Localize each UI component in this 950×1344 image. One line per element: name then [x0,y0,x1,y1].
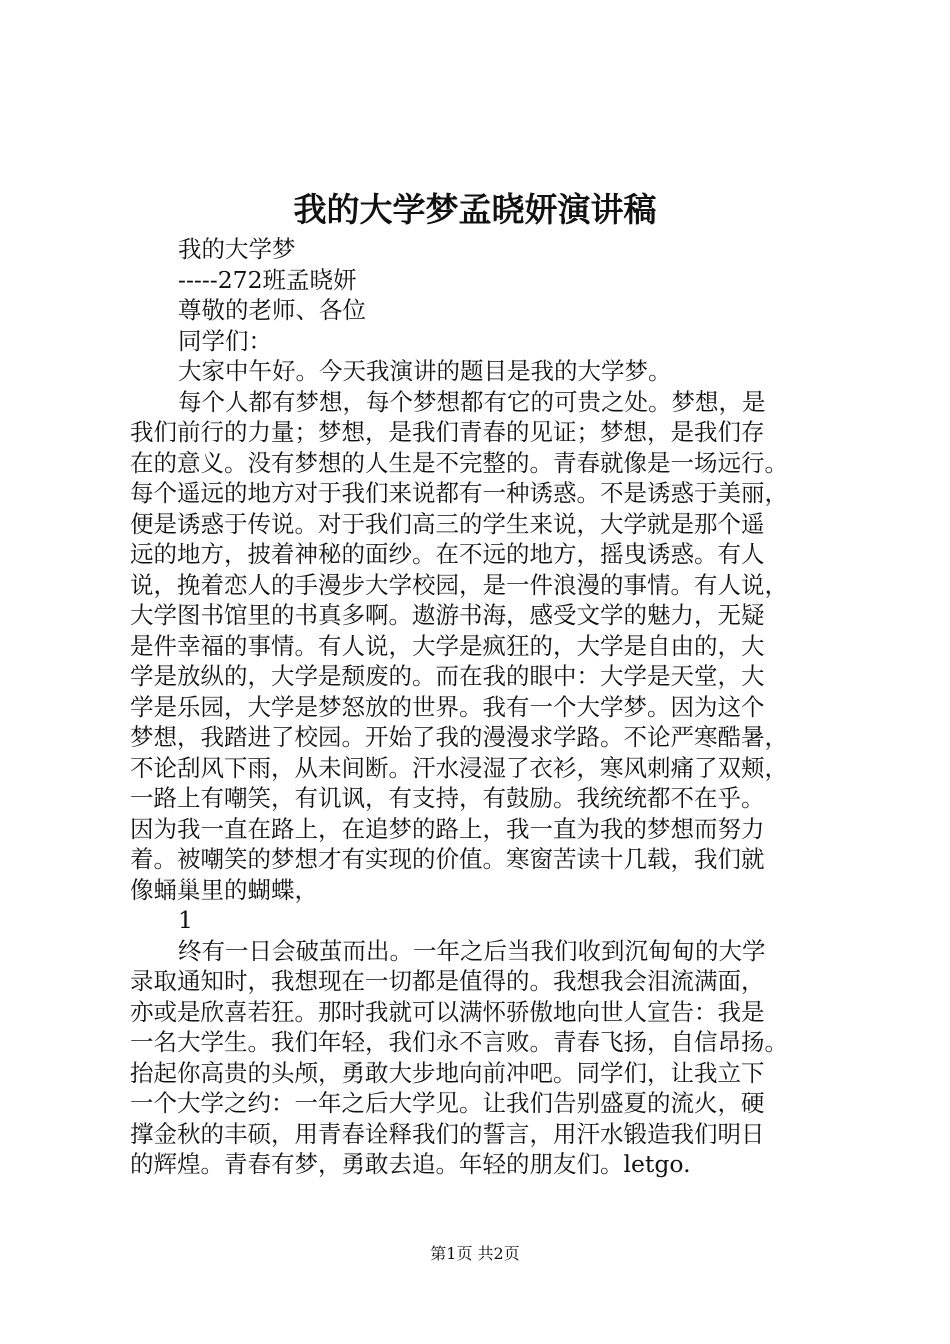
inline-page-number: 1 [178,906,193,934]
text-line: 录取通知时，我想现在一切都是值得的。我想我会泪流满面， [130,967,765,995]
text-line: 着。被嘲笑的梦想才有实现的价值。寒窗苦读十几载，我们就 [130,845,765,873]
text-line: 每个遥远的地方对于我们来说都有一种诱惑。不是诱惑于美丽， [130,479,788,507]
text-line: 每个人都有梦想，每个梦想都有它的可贵之处。梦想，是 [178,387,766,416]
text-line: 便是诱惑于传说。对于我们高三的学生来说，大学就是那个遥 [130,509,765,538]
text-line: 一路上有嘲笑，有讥讽，有支持，有鼓励。我统统都不在乎。 [130,784,765,812]
page-footer: 第1页 共2页 [430,1244,520,1263]
text-line: 的辉煌。青春有梦，勇敢去追。年轻的朋友们。letgo. [130,1150,691,1178]
document-body [130,234,870,1180]
text-line: 一名大学生。我们年轻，我们永不言败。青春飞扬，自信昂扬。 [130,1028,788,1056]
text-line: 梦想，我踏进了校园。开始了我的漫漫求学路。不论严寒酷暑， [130,723,788,751]
text-line: 亦或是欣喜若狂。那时我就可以满怀骄傲地向世人宣告：我是 [130,997,765,1026]
text-line: 学是放纵的，大学是颓废的。而在我的眼中：大学是天堂，大 [130,662,765,690]
text-line: 像蛹巢里的蝴蝶， [130,875,318,904]
text-line: 一个大学之约：一年之后大学见。让我们告别盛夏的流火，硬 [130,1089,765,1117]
text-line: 因为我一直在路上，在追梦的路上，我一直为我的梦想而努力 [130,814,765,843]
text-line: 远的地方，披着神秘的面纱。在不远的地方，摇曳诱惑。有人 [130,540,765,568]
text-line: 我的大学梦 [178,235,296,263]
text-line: 抬起你高贵的头颅，勇敢大步地向前冲吧。同学们，让我立下 [130,1058,765,1087]
text-line: -----272班孟晓妍 [178,265,357,294]
text-line: 说，挽着恋人的手漫步大学校园，是一件浪漫的事情。有人说， [130,570,788,599]
text-line: 我们前行的力量；梦想，是我们青春的见证；梦想，是我们存 [130,418,765,446]
text-line: 学是乐园，大学是梦怒放的世界。我有一个大学梦。因为这个 [130,692,765,721]
text-line: 在的意义。没有梦想的人生是不完整的。青春就像是一场远行。 [130,448,788,477]
text-line: 撑金秋的丰硕，用青春诠释我们的誓言，用汗水锻造我们明日 [130,1119,765,1148]
text-line: 同学们： [178,326,272,355]
text-line: 大家中午好。今天我演讲的题目是我的大学梦。 [178,357,672,385]
text-line: 是件幸福的事情。有人说，大学是疯狂的，大学是自由的，大 [130,631,765,660]
text-line: 大学图书馆里的书真多啊。遨游书海，感受文学的魅力，无疑 [130,601,765,629]
document-title: 我的大学梦孟晓妍演讲稿 [293,190,657,229]
text-line: 尊敬的老师、各位 [178,296,366,324]
text-line: 不论刮风下雨，从未间断。汗水浸湿了衣衫，寒风刺痛了双颊， [130,753,788,782]
text-line: 终有一日会破茧而出。一年之后当我们收到沉甸甸的大学 [178,936,766,965]
